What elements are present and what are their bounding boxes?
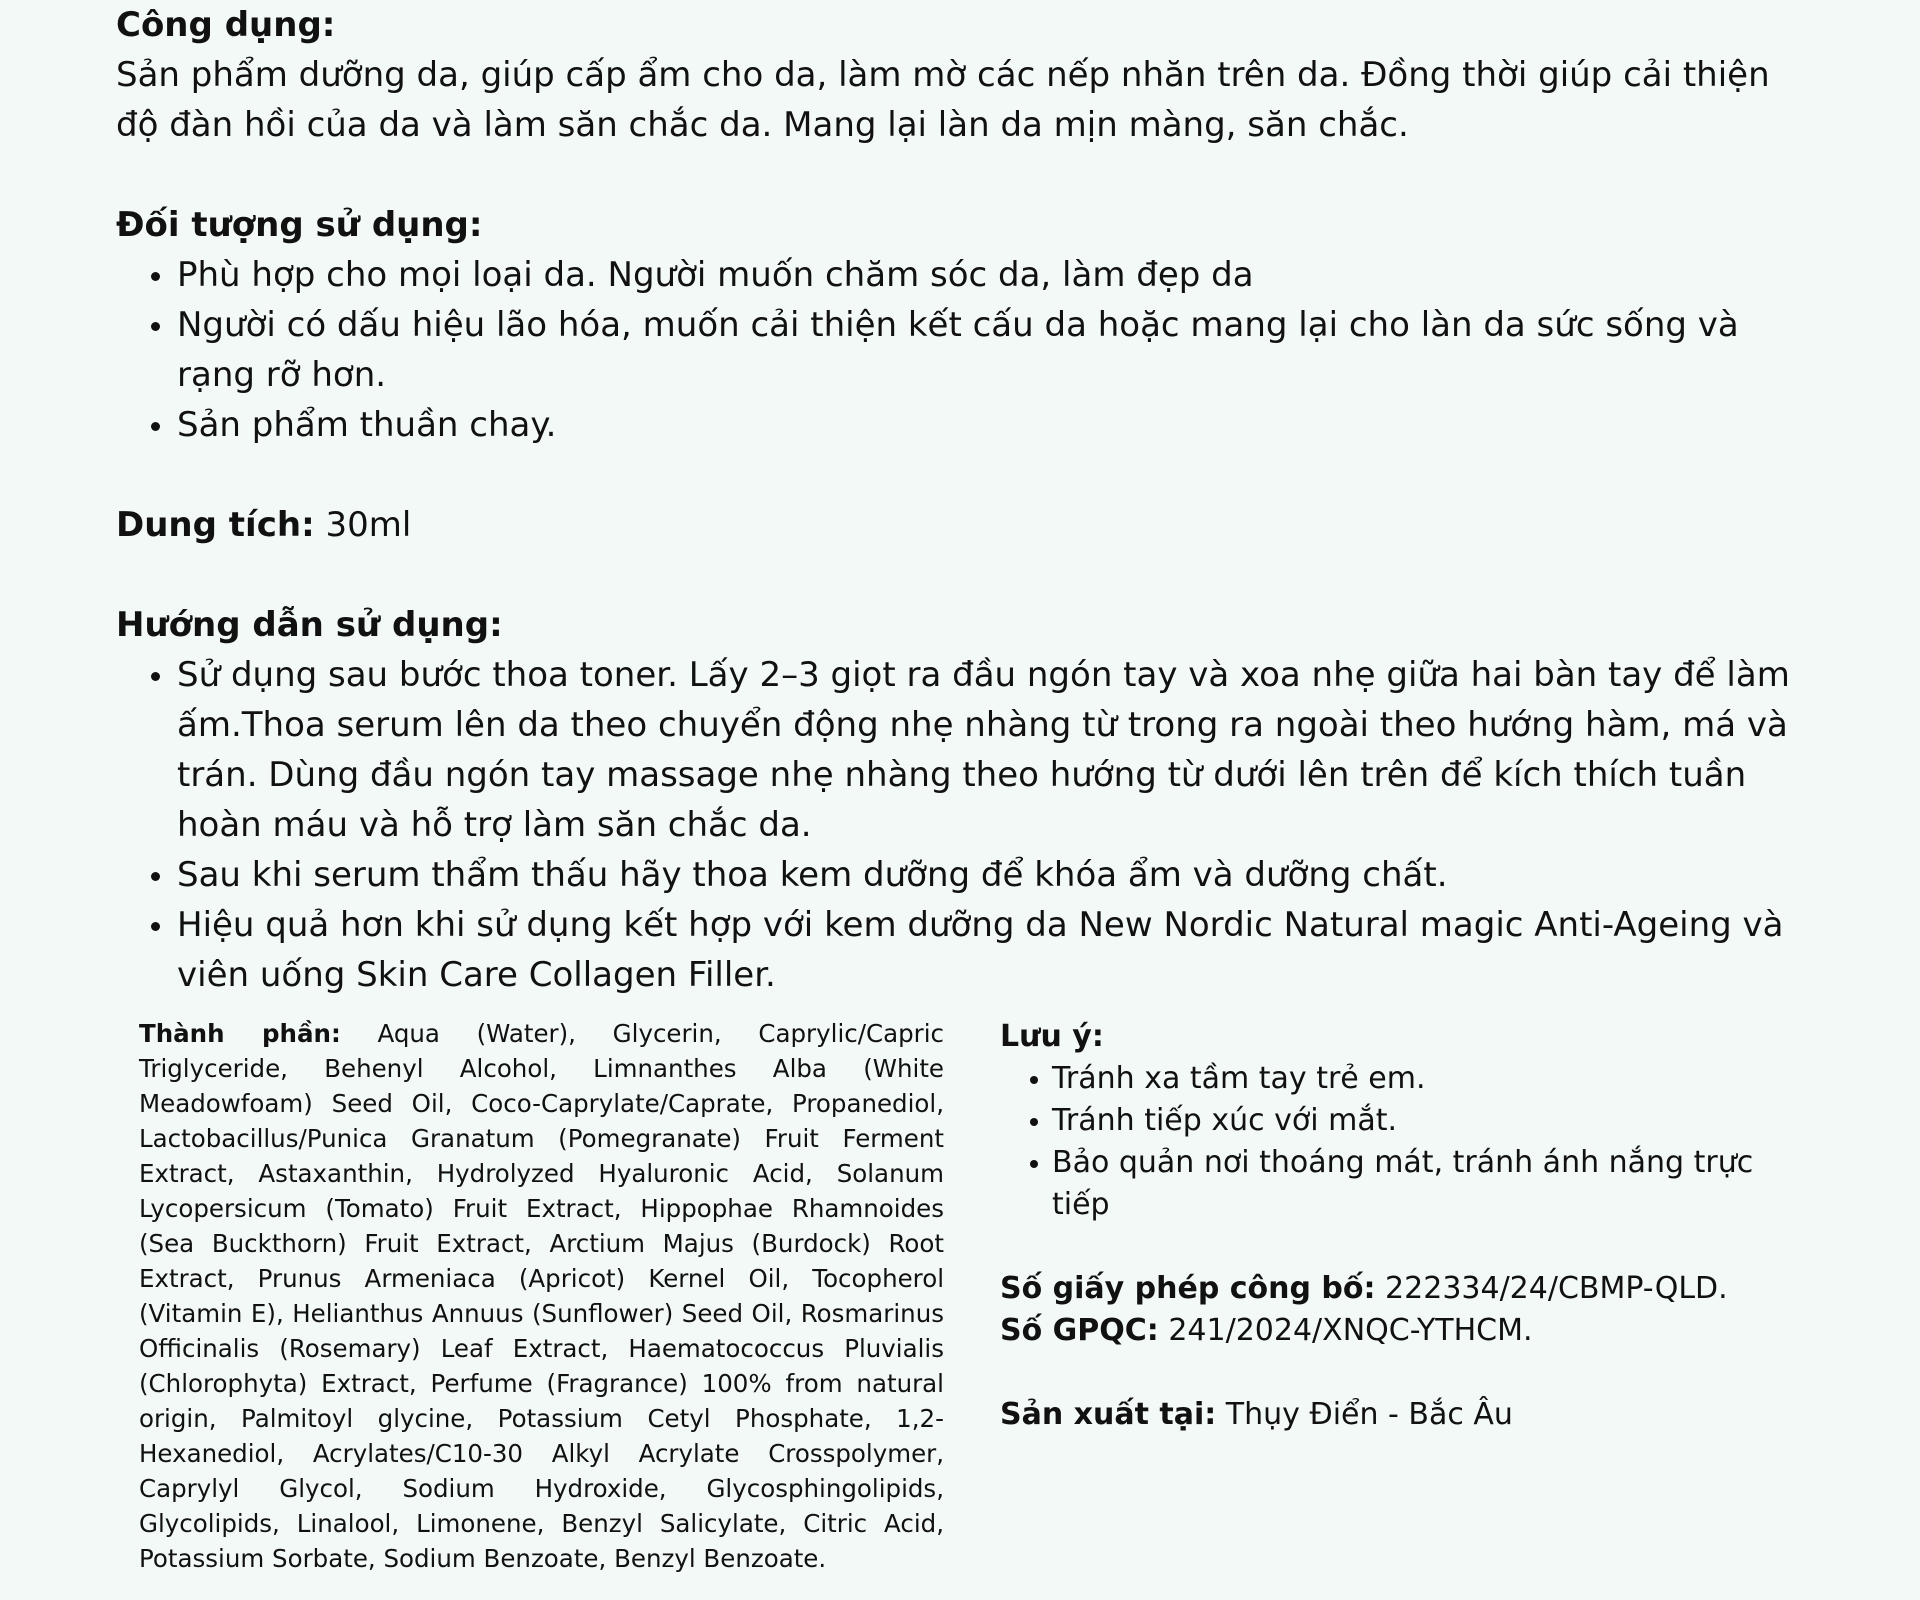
directions-list (116, 650, 1806, 1000)
list-item: Sử dụng sau bước thoa toner. Lấy 2–3 giọt ra đầu ngón tay và xoa nhẹ giữa hai bàn tay để làm ấm.Thoa serum lên da theo chuyển động nhẹ nhàng từ trong ra ngoài theo hướng hàm, má và trán. Dùng đầu ngón tay massage nhẹ nhàng theo hướng từ dưới lên trên để kích thích tuần hoàn máu và hỗ trợ làm săn chắc da. (116, 650, 1806, 850)
uses-heading: Công dụng: (116, 5, 336, 45)
list-item: Người có dấu hiệu lão hóa, muốn cải thiện kết cấu da hoặc mang lại cho làn da sức sống và rạng rỡ hơn. (116, 300, 1806, 400)
notes-heading: Lưu ý: (1000, 1019, 1104, 1054)
origin-label: Sản xuất tại: (1000, 1397, 1217, 1432)
ingredients-label: Thành phần: (139, 1019, 341, 1048)
origin-line (1000, 1394, 1806, 1436)
origin-value: Thụy Điển - Bắc Âu (1216, 1397, 1513, 1432)
target-users-list (116, 250, 1806, 450)
list-item: Phù hợp cho mọi loại da. Người muốn chăm sóc da, làm đẹp da (116, 250, 1806, 300)
license-value: 222334/24/CBMP-QLD. (1375, 1271, 1728, 1306)
list-item: Sản phẩm thuần chay. (116, 400, 1806, 450)
ingredients-text: Aqua (Water), Glycerin, Caprylic/Capric Triglyceride, Behenyl Alcohol, Limnanthes Alba (White Meadowfoam) Seed Oil, Coco-Caprylate/Caprate, Propanediol, Lactobacillus/Punica Granatum (Pomegranate) Fruit Ferment Extract, Astaxanthin, Hydrolyzed Hyaluronic Acid, Solanum Lycopersicum (Tomato) Fruit Extract, Hippophae Rhamnoides (Sea Buckthorn) Fruit Extract, Arctium Majus (Burdock) Root Extract, Prunus Armeniaca (Apricot) Kernel Oil, Tocopherol (Vitamin E), Helianthus Annuus (Sunflower) Seed Oil, Rosmarinus Officinalis (Rosemary) Leaf Extract, Haematococcus Pluvialis (Chlorophyta) Extract, Perfume (Fragrance) 100% from natural origin, Palmitoyl glycine, Potassium Cetyl Phosphate, 1,2-Hexanediol, Acrylates/C10-30 Alkyl Acrylate Crosspolymer, Caprylyl Glycol, Sodium Hydroxide, Glycosphingolipids, Glycolipids, Linalool, Limonene, Benzyl Salicylate, Citric Acid, Potassium Sorbate, Sodium Benzoate, Benzyl Benzoate. (139, 1019, 944, 1573)
volume-value: 30ml (314, 505, 412, 545)
spacer (116, 450, 1806, 500)
spacer (1000, 1352, 1806, 1394)
list-item: Bảo quản nơi thoáng mát, tránh ánh nắng trực tiếp (1000, 1142, 1806, 1226)
notes-block (1000, 1016, 1806, 1436)
product-description (116, 0, 1806, 1573)
ad-permit-label: Số GPQC: (1000, 1313, 1159, 1348)
ingredients-block (139, 1016, 944, 1576)
volume-line (116, 500, 1806, 550)
license-line (1000, 1268, 1806, 1310)
target-users-heading: Đối tượng sử dụng: (116, 205, 483, 245)
directions-heading: Hướng dẫn sử dụng: (116, 605, 503, 645)
spacer (116, 150, 1806, 200)
list-item: Sau khi serum thẩm thấu hãy thoa kem dưỡng để khóa ẩm và dưỡng chất. (116, 850, 1806, 900)
list-item: Tránh xa tầm tay trẻ em. (1000, 1058, 1806, 1100)
ad-permit-value: 241/2024/XNQC-YTHCM. (1158, 1313, 1533, 1348)
volume-label: Dung tích: (116, 505, 315, 545)
list-item: Tránh tiếp xúc với mắt. (1000, 1100, 1806, 1142)
spacer (116, 550, 1806, 600)
notes-list (1000, 1058, 1806, 1226)
license-label: Số giấy phép công bố: (1000, 1271, 1376, 1306)
spacer (1000, 1226, 1806, 1268)
uses-text: Sản phẩm dưỡng da, giúp cấp ẩm cho da, làm mờ các nếp nhăn trên da. Đồng thời giúp cải thiện độ đàn hồi của da và làm săn chắc da. Mang lại làn da mịn màng, săn chắc. (116, 55, 1770, 145)
list-item: Hiệu quả hơn khi sử dụng kết hợp với kem dưỡng da New Nordic Natural magic Anti-Ageing và viên uống Skin Care Collagen Filler. (116, 900, 1806, 1000)
ad-permit-line (1000, 1310, 1806, 1352)
